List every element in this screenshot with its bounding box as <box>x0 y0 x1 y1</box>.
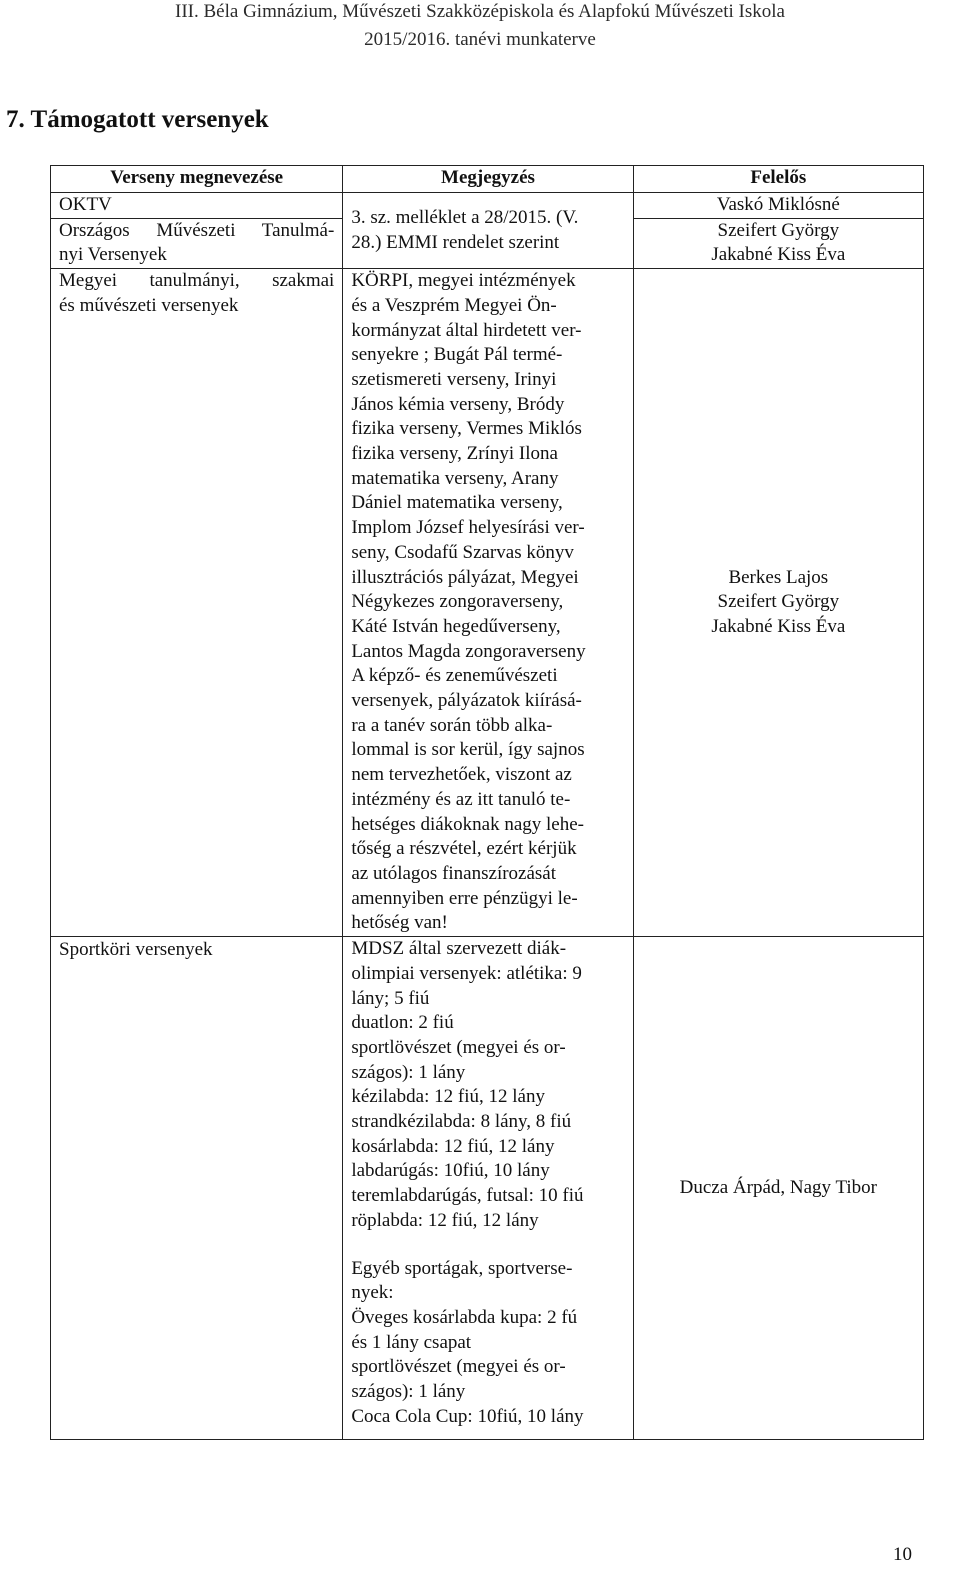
national-art-name <box>51 218 343 268</box>
note-line: kosárlabda: 12 fiú, 12 lány <box>351 1135 555 1157</box>
note-line: labdarúgás: 10fiú, 10 lány <box>351 1160 550 1182</box>
note-line: fizika verseny, Vermes Miklós <box>351 418 582 440</box>
table-row-oktv <box>51 193 924 219</box>
national-art-responsible <box>633 218 923 268</box>
table-header-row <box>51 166 924 193</box>
name-line: és művészeti versenyek <box>59 294 239 316</box>
note-line: strandkézilabda: 8 lány, 8 fiú <box>351 1111 572 1133</box>
note-line: Káté István hegedűverseny, <box>351 615 561 637</box>
note-line: Lantos Magda zongoraverseny <box>351 640 586 662</box>
note-line: hetséges diákoknak nagy lehe- <box>351 813 584 835</box>
note-line: lány; 5 fiú <box>351 987 430 1009</box>
sport-responsible: Ducza Árpád, Nagy Tibor <box>633 937 923 1440</box>
note-line: János kémia verseny, Bródy <box>351 393 565 415</box>
note-line: nem tervezhetőek, viszont az <box>351 764 572 786</box>
note-line: sportlövészet (megyei és or- <box>351 1356 566 1378</box>
note-line: ra a tanév során több alka- <box>351 714 553 736</box>
note-line: szetismereti verseny, Irinyi <box>351 368 557 390</box>
note-line: sportlövészet (megyei és or- <box>351 1036 566 1058</box>
note-line: Dániel matematika verseny, <box>351 492 563 514</box>
note-line: Implom József helyesírási ver- <box>351 517 585 539</box>
note-line: versenyek, pályázatok kiírásá- <box>351 690 582 712</box>
name-line: nyi Versenyek <box>59 244 167 266</box>
column-header-responsible: Felelős <box>633 166 923 193</box>
note-line: Öveges kosárlabda kupa: 2 fú <box>351 1306 578 1328</box>
note-line: olimpiai versenyek: atlétika: 9 <box>351 962 582 984</box>
note-line: illusztrációs pályázat, Megyei <box>351 566 579 588</box>
note-line: szágos): 1 lány <box>351 1061 466 1083</box>
note-line: Egyéb sportágak, sportverse- <box>351 1257 573 1279</box>
responsible-line: Szeifert György <box>717 219 840 241</box>
note-line: 3. sz. melléklet a 28/2015. (V. <box>351 207 579 228</box>
note-line: szágos): 1 lány <box>351 1381 466 1403</box>
name-line: Megyei tanulmányi, szakmai <box>59 270 335 292</box>
sport-name: Sportköri versenyek <box>51 937 343 1440</box>
note-line: seny, Csodafű Szarvas könyv <box>351 541 574 563</box>
document-header-school: III. Béla Gimnázium, Művészeti Szakközépiskola és Alapfokú Művészeti Iskola <box>175 1 785 22</box>
note-line: lommal is sor kerül, így sajnos <box>351 739 585 761</box>
note-line: röplabda: 12 fiú, 12 lány <box>351 1209 539 1231</box>
sport-note <box>343 937 633 1440</box>
responsible-line: Jakabné Kiss Éva <box>711 615 846 637</box>
note-line: duatlon: 2 fiú <box>351 1012 454 1034</box>
note-line: és a Veszprém Megyei Ön- <box>351 294 557 316</box>
note-line: senyekre ; Bugát Pál termé- <box>351 344 563 366</box>
responsible-line: Jakabné Kiss Éva <box>711 244 846 266</box>
note-line: fizika verseny, Zrínyi Ilona <box>351 443 558 465</box>
table-row-sport <box>51 937 924 1440</box>
note-line: amennyiben erre pénzügyi le- <box>351 887 578 909</box>
county-name <box>51 269 343 937</box>
oktv-name: OKTV <box>51 193 343 219</box>
note-line: intézmény és az itt tanuló te- <box>351 788 571 810</box>
county-note <box>343 269 633 937</box>
note-line: hetőség van! <box>351 912 448 934</box>
note-line: teremlabdarúgás, futsal: 10 fiú <box>351 1185 584 1207</box>
page-number: 10 <box>893 1544 912 1565</box>
column-header-name: Verseny megnevezése <box>51 166 343 193</box>
note-line: és 1 lány csapat <box>351 1331 472 1353</box>
note-line: MDSZ által szervezett diák- <box>351 938 567 960</box>
note-line: kézilabda: 12 fiú, 12 lány <box>351 1086 545 1108</box>
note-line: 28.) EMMI rendelet szerint <box>351 231 560 253</box>
note-line: KÖRPI, megyei intézmények <box>351 270 576 292</box>
note-line: kormányzat által hirdetett ver- <box>351 319 582 341</box>
note-line: Coca Cola Cup: 10fiú, 10 lány <box>351 1405 584 1427</box>
note-line: tőség a részvétel, ezért kérjük <box>351 838 577 860</box>
table-row-county <box>51 269 924 937</box>
responsible-line: Szeifert György <box>717 591 840 613</box>
note-line: A képző- és zeneművészeti <box>351 665 558 687</box>
shared-note-cell <box>343 193 633 269</box>
responsible-line: Berkes Lajos <box>728 566 829 588</box>
document-header-year: 2015/2016. tanévi munkaterve <box>364 29 596 50</box>
competitions-table <box>50 165 924 1440</box>
note-line: nyek: <box>351 1282 394 1304</box>
note-line: az utólagos finanszírozását <box>351 862 557 884</box>
note-line: Négykezes zongoraverseny, <box>351 591 564 613</box>
name-line: Országos Művészeti Tanulmá- <box>59 219 335 241</box>
section-title: 7. Támogatott versenyek <box>6 106 269 133</box>
oktv-responsible: Vaskó Miklósné <box>633 193 923 219</box>
county-responsible <box>633 269 923 937</box>
column-header-note: Megjegyzés <box>343 166 633 193</box>
note-line: matematika verseny, Arany <box>351 467 559 489</box>
